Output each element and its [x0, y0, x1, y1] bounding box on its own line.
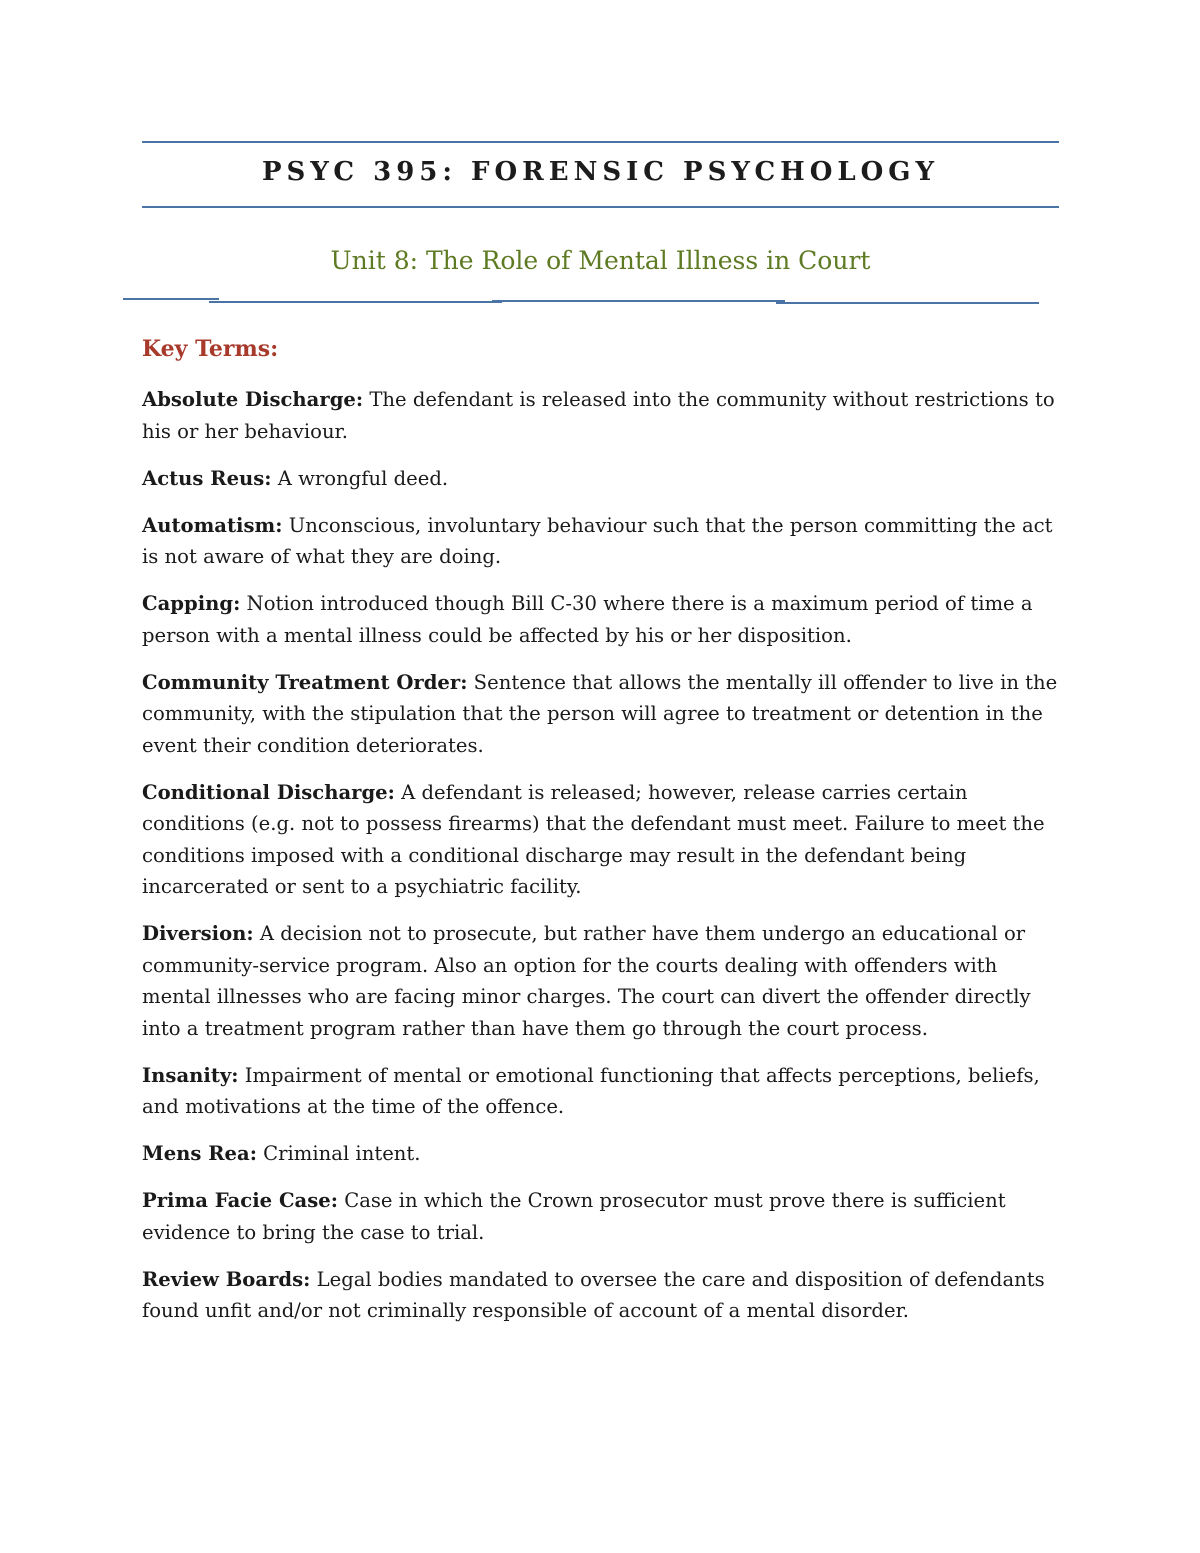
term-label: Capping: — [142, 592, 241, 615]
term-definition: A wrongful deed. — [271, 466, 449, 490]
unit-rule-segment — [776, 302, 1039, 304]
term-definition: Sentence that allows the mentally ill offender to live in the community, with the stipulation that the person will agree to treatment or detention in the event their condition deteriorates. — [142, 670, 1058, 757]
term-definition: A decision not to prosecute, but rather have them undergo an educational or community-service program. Also an option for the courts dealing with offenders with mental illnesses who are facing minor charges. The court can divert the offender directly into a treatment program rather than have them go through the court process. — [142, 922, 1031, 1040]
term-entry — [142, 463, 1062, 495]
term-label: Actus Reus: — [142, 466, 272, 490]
term-label: Mens Rea: — [142, 1142, 257, 1165]
key-terms-list — [142, 384, 1062, 1342]
term-entry — [142, 1138, 1062, 1170]
term-definition: A defendant is released; however, release carries certain conditions (e.g. not to possess firearms) that the defendant must meet. Failure to meet the conditions imposed with a conditional discharge may result in the defendant being incarcerated or sent to a psychiatric facility. — [142, 780, 1045, 898]
title-bottom-rule — [142, 206, 1059, 208]
term-entry — [142, 510, 1062, 573]
term-entry — [142, 1264, 1062, 1327]
unit-rule-segment — [123, 298, 219, 300]
term-entry — [142, 1060, 1062, 1123]
term-label: Community Treatment Order: — [142, 670, 468, 694]
unit-rule-segment — [492, 300, 785, 302]
term-definition: Notion introduced though Bill C-30 where there is a maximum period of time a person with a mental illness could be affected by his or her disposition. — [142, 592, 1033, 647]
term-label: Absolute Discharge: — [142, 388, 364, 411]
term-entry — [142, 667, 1062, 762]
term-label: Insanity: — [142, 1063, 239, 1087]
term-label: Prima Facie Case: — [142, 1189, 338, 1212]
unit-title: Unit 8: The Role of Mental Illness in Court — [330, 246, 871, 275]
top-rule — [142, 141, 1059, 143]
unit-rule-segment — [209, 301, 502, 303]
term-entry — [142, 918, 1062, 1044]
course-title: PSYC 395: FORENSIC PSYCHOLOGY — [261, 157, 940, 187]
term-label: Automatism: — [142, 513, 283, 537]
term-entry — [142, 777, 1062, 903]
term-definition: Impairment of mental or emotional functioning that affects perceptions, beliefs, and motivations at the time of the offence. — [142, 1063, 1040, 1118]
term-label: Review Boards: — [142, 1267, 311, 1291]
key-terms-heading: Key Terms: — [142, 336, 279, 362]
term-label: Conditional Discharge: — [142, 780, 395, 804]
term-label: Diversion: — [142, 922, 254, 945]
term-definition: Case in which the Crown prosecutor must prove there is sufficient evidence to bring the case to trial. — [142, 1189, 1006, 1244]
term-entry — [142, 384, 1062, 447]
term-entry — [142, 588, 1062, 651]
term-definition: Legal bodies mandated to oversee the care and disposition of defendants found unfit and/or not criminally responsible of account of a mental disorder. — [142, 1267, 1045, 1322]
term-definition: Unconscious, involuntary behaviour such that the person committing the act is not aware of what they are doing. — [142, 513, 1053, 568]
term-definition: Criminal intent. — [256, 1142, 421, 1165]
term-entry — [142, 1185, 1062, 1248]
term-definition: The defendant is released into the community without restrictions to his or her behaviour. — [142, 388, 1055, 443]
